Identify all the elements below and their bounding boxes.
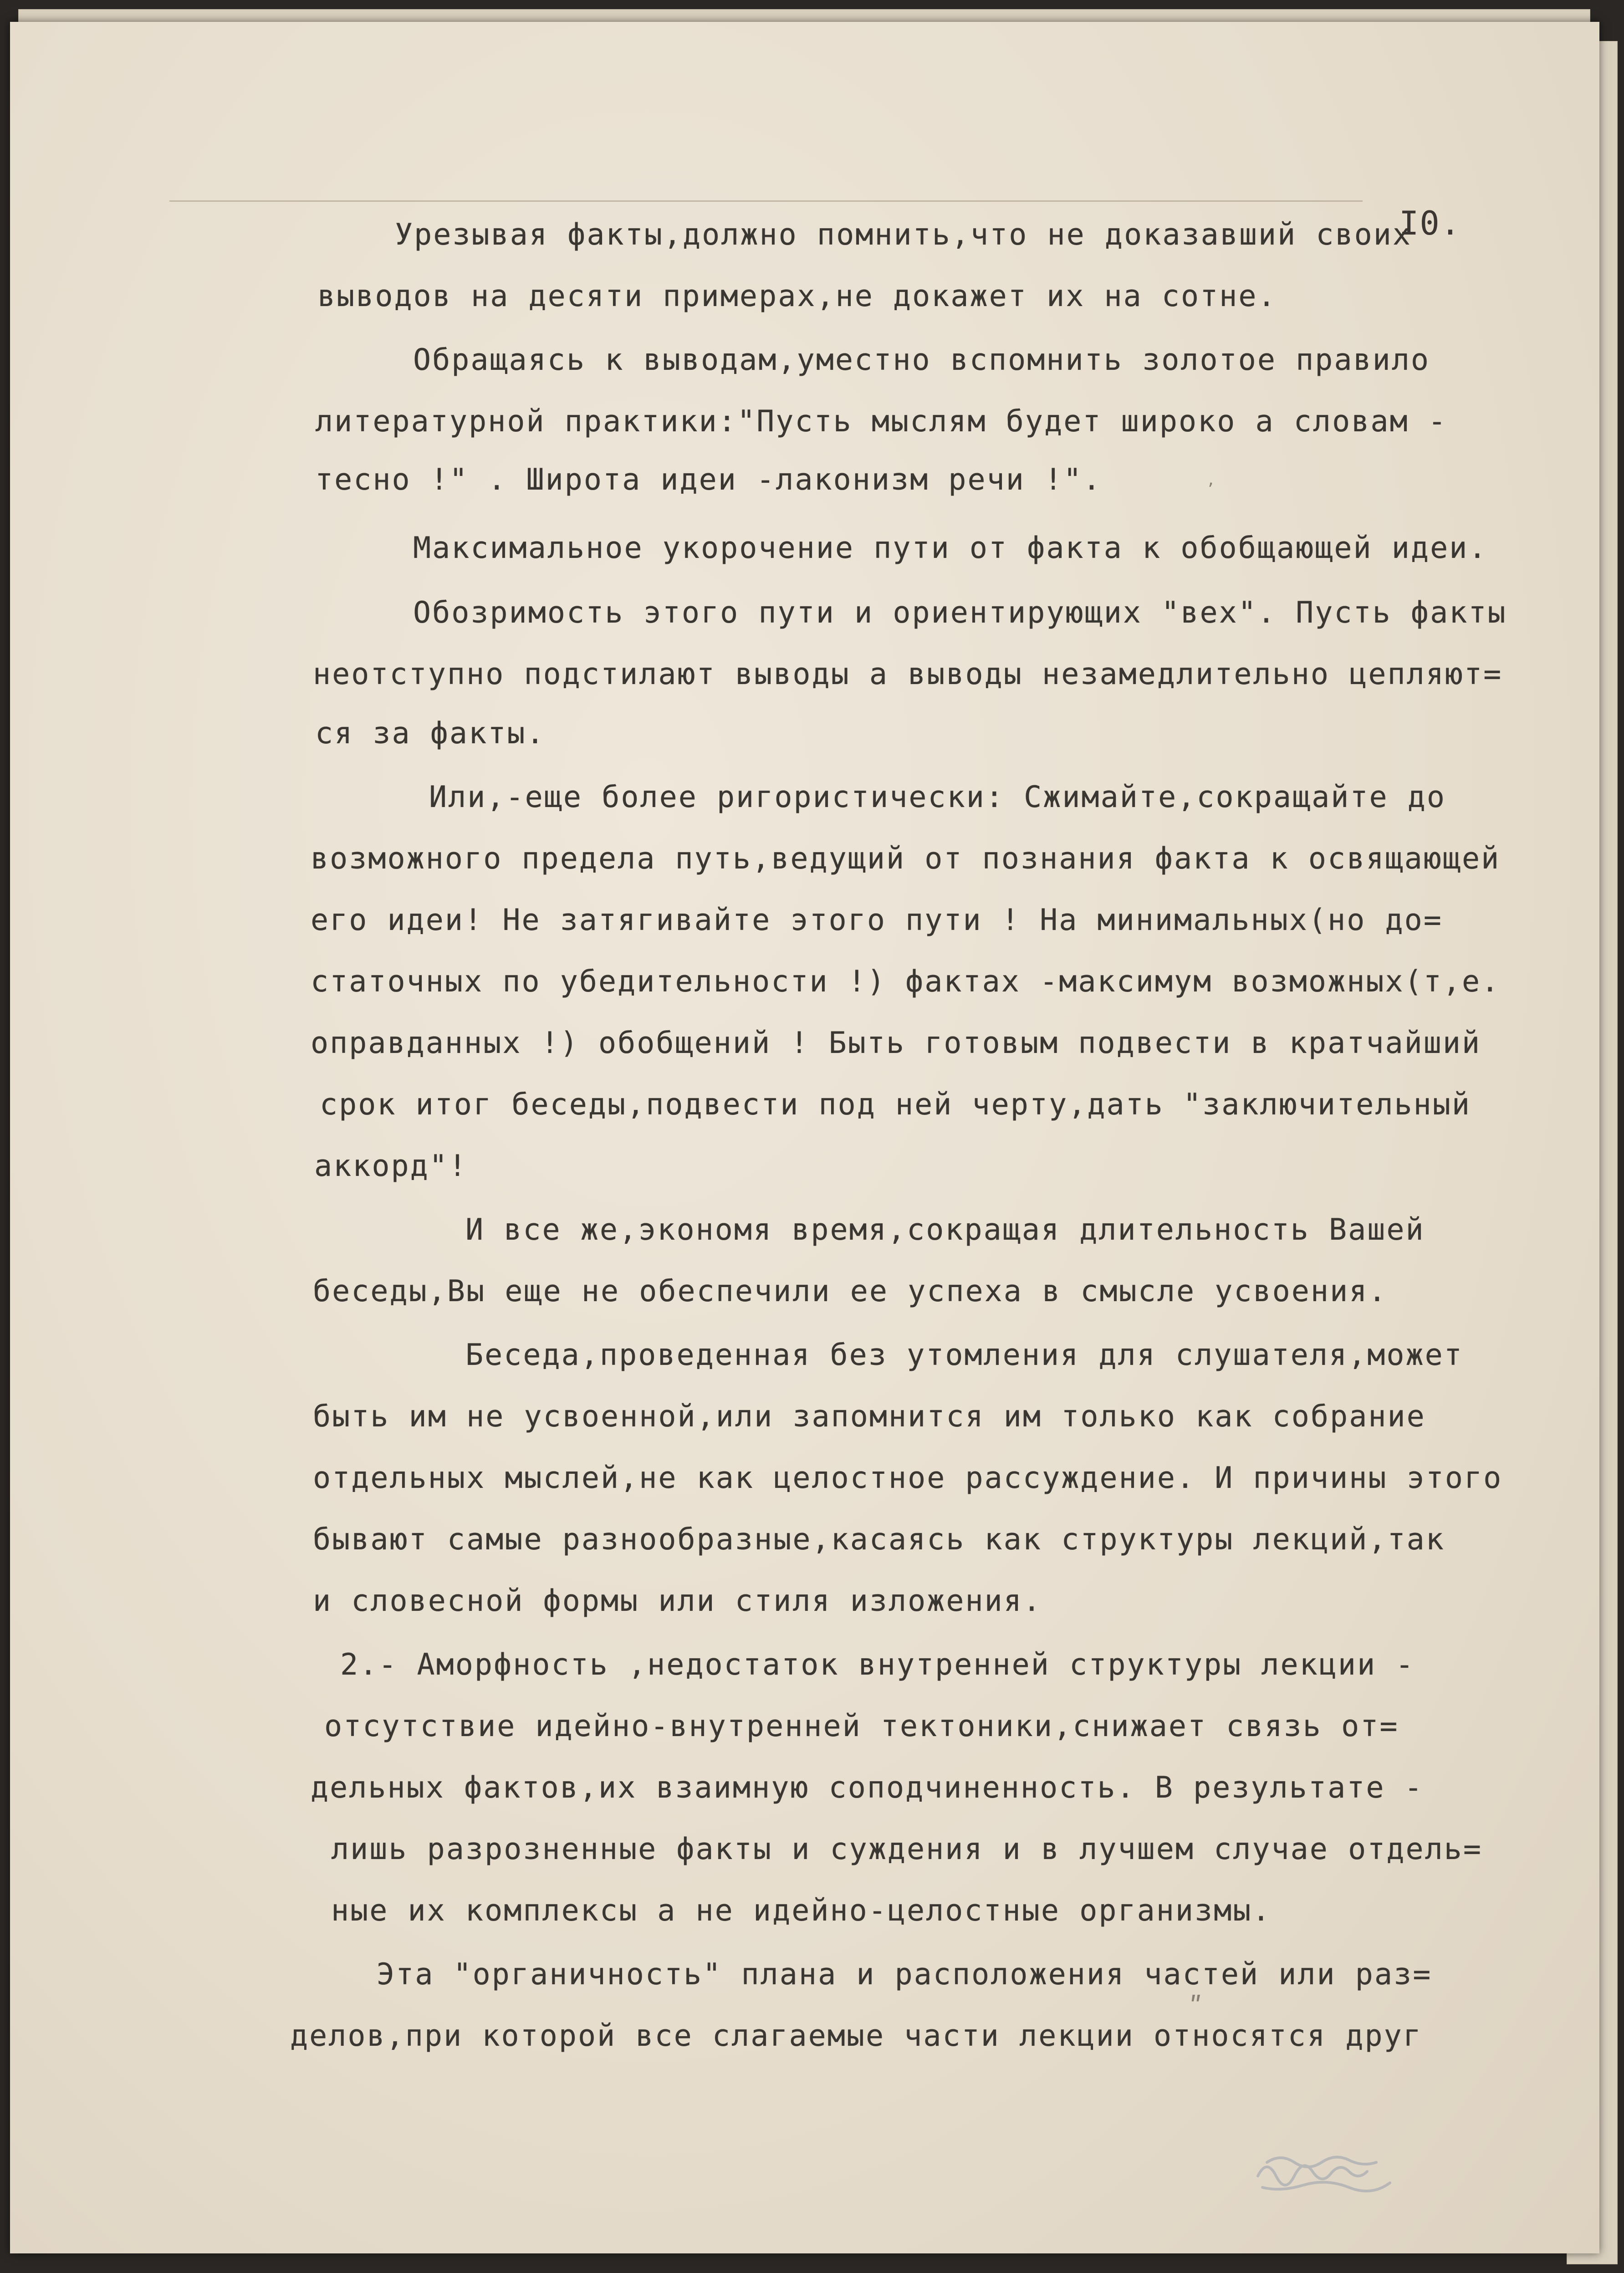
top-rule	[169, 200, 1363, 202]
text-line-13: статочных по убедительности !) фактах -максимум возможных(т,е.	[311, 965, 1501, 999]
text-line-9: ся за факты.	[315, 716, 546, 751]
pencil-mark-tick: ʼ	[1208, 480, 1214, 501]
text-line-30: делов,при которой все слагаемые части лекции относятся друг	[290, 2019, 1422, 2053]
pencil-mark-quote: ʺ	[1190, 1992, 1202, 2023]
text-line-26: дельных фактов,их взаимную соподчиненность. В результате -	[311, 1771, 1424, 1805]
text-line-19: Беседа,проведенная без утомления для слушателя,может	[465, 1338, 1463, 1372]
text-line-17: И все же,экономя время,сокращая длительность Вашей	[465, 1213, 1425, 1247]
text-line-16: аккорд"!	[314, 1149, 468, 1183]
text-line-14: оправданных !) обобщений ! Быть готовым подвести в кратчайший	[311, 1026, 1481, 1060]
text-line-8: неотступно подстилают выводы а выводы незамедлительно цепляют=	[313, 657, 1503, 691]
text-line-21: отдельных мыслей,не как целостное рассуждение. И причины этого	[313, 1461, 1503, 1495]
text-line-23: и словесной формы или стиля изложения.	[313, 1584, 1042, 1618]
text-line-5: тесно !" . Широта идеи -лаконизм речи !".	[315, 463, 1102, 497]
text-line-3: Обращаясь к выводам,уместно вспомнить золотое правило	[413, 343, 1430, 377]
page-number: I0.	[1399, 204, 1461, 242]
archive-stamp-icon	[1249, 2135, 1422, 2203]
text-line-24: 2.- Аморфность ,недостаток внутренней структуры лекции -	[340, 1648, 1415, 1682]
text-line-1: Урезывая факты,должно помнить,что не доказавший своих	[395, 218, 1412, 252]
text-line-28: ные их комплексы а не идейно-целостные организмы.	[331, 1894, 1272, 1928]
text-line-18: беседы,Вы еще не обеспечили ее успеха в смысле усвоения.	[313, 1274, 1388, 1308]
text-line-25: отсутствие идейно-внутренней тектоники,снижает связь от=	[324, 1709, 1399, 1743]
text-line-20: быть им не усвоенной,или запомнится им только как собрание	[313, 1400, 1426, 1434]
text-line-10: Или,-еще более ригористически: Сжимайте,сокращайте до	[429, 780, 1446, 814]
typed-page	[10, 22, 1599, 2253]
text-line-12: его идеи! Не затягивайте этого пути ! На минимальных(но до=	[311, 903, 1443, 937]
text-line-11: возможного предела путь,ведущий от познания факта к освящающей	[311, 842, 1501, 876]
text-line-27: лишь разрозненные факты и суждения и в лучшем случае отдель=	[331, 1832, 1482, 1866]
text-line-6: Максимальное укорочение пути от факта к обобщающей идеи.	[413, 531, 1488, 565]
text-line-22: бывают самые разнообразные,касаясь как структуры лекций,так	[313, 1522, 1445, 1557]
text-line-7: Обозримость этого пути и ориентирующих "вех". Пусть факты	[413, 596, 1507, 630]
text-line-2: выводов на десяти примерах,не докажет их на сотне.	[317, 279, 1277, 313]
text-line-4: литературной практики:"Пусть мыслям будет широко а словам -	[315, 404, 1447, 439]
text-line-15: срок итог беседы,подвести под ней черту,дать "заключительный	[320, 1088, 1471, 1122]
text-line-29: Эта "органичность" плана и расположения частей или раз=	[377, 1957, 1432, 1992]
